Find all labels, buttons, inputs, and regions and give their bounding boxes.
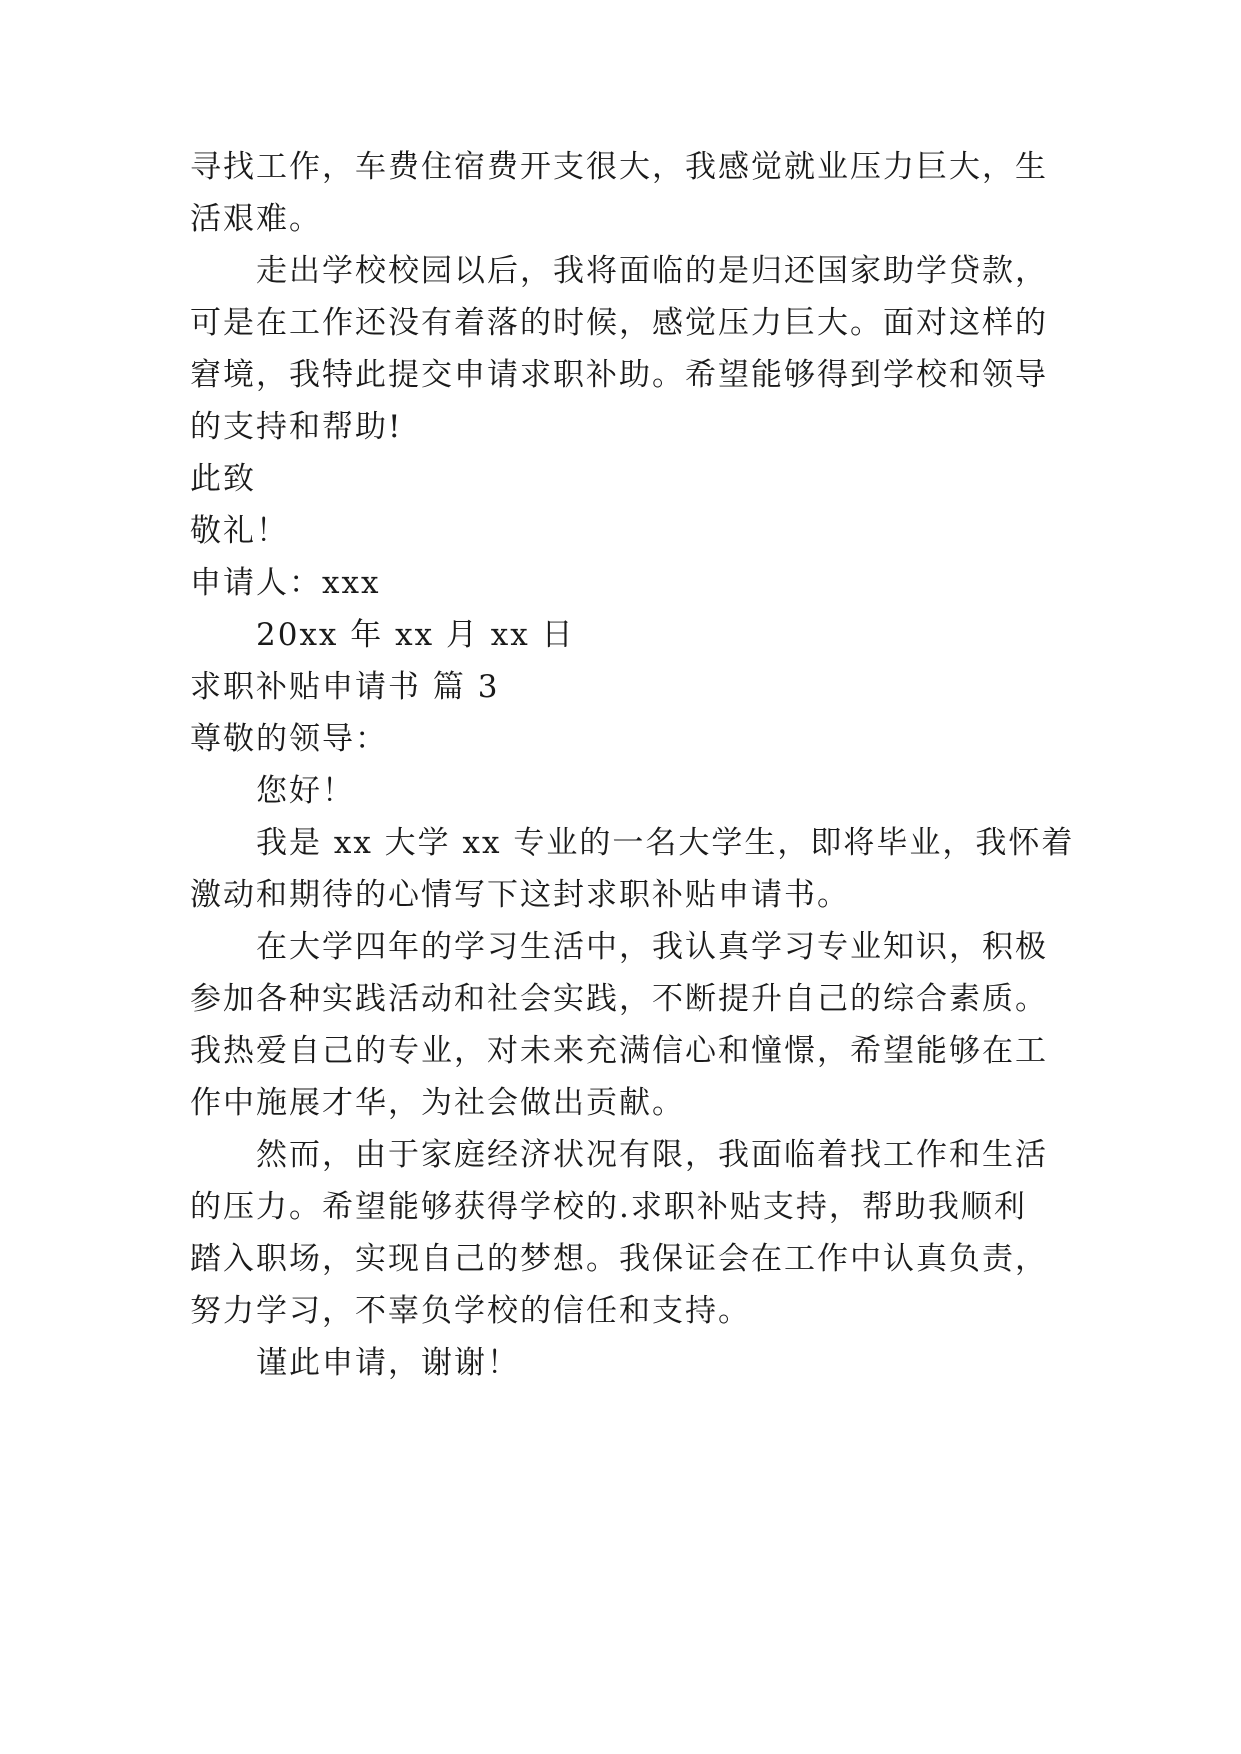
body-line: 可是在工作还没有着落的时候，感觉压力巨大。面对这样的: [190, 305, 1048, 341]
paragraph-first-line: 走出学校校园以后，我将面临的是归还国家助学贷款，: [256, 253, 1048, 289]
paragraph-first-line: 然而，由于家庭经济状况有限，我面临着找工作和生活: [256, 1137, 1048, 1173]
salutation-line: 敬礼！: [190, 513, 289, 549]
closing-line: 谨此申请，谢谢！: [256, 1345, 520, 1381]
recipient-line: 尊敬的领导：: [190, 721, 388, 757]
body-line: 努力学习，不辜负学校的信任和支持。: [190, 1293, 751, 1329]
body-line: 的压力。希望能够获得学校的.求职补贴支持，帮助我顺利: [190, 1189, 1027, 1225]
body-line: 寻找工作，车费住宿费开支很大，我感觉就业压力巨大，生: [190, 149, 1048, 185]
body-line: 的支持和帮助!: [190, 409, 403, 445]
body-line: 踏入职场，实现自己的梦想。我保证会在工作中认真负责，: [190, 1241, 1048, 1277]
section-heading: 求职补贴申请书 篇 3: [190, 669, 500, 705]
body-line: 作中施展才华，为社会做出贡献。: [190, 1085, 685, 1121]
body-line: 激动和期待的心情写下这封求职补贴申请书。: [190, 877, 850, 913]
paragraph-first-line: 在大学四年的学习生活中，我认真学习专业知识，积极: [256, 929, 1048, 965]
body-line: 窘境，我特此提交申请求职补助。希望能够得到学校和领导: [190, 357, 1048, 393]
body-line: 活艰难。: [190, 201, 322, 237]
body-line: 参加各种实践活动和社会实践，不断提升自己的综合素质。: [190, 981, 1048, 1017]
paragraph-first-line: 我是 xx 大学 xx 专业的一名大学生，即将毕业，我怀着: [256, 825, 1075, 861]
body-line: 我热爱自己的专业，对未来充满信心和憧憬，希望能够在工: [190, 1033, 1048, 1069]
closing-line: 此致: [190, 461, 256, 497]
date-line: 20xx 年 xx 月 xx 日: [256, 617, 575, 653]
applicant-line: 申请人：xxx: [190, 565, 381, 601]
greeting-line: 您好！: [256, 773, 355, 809]
